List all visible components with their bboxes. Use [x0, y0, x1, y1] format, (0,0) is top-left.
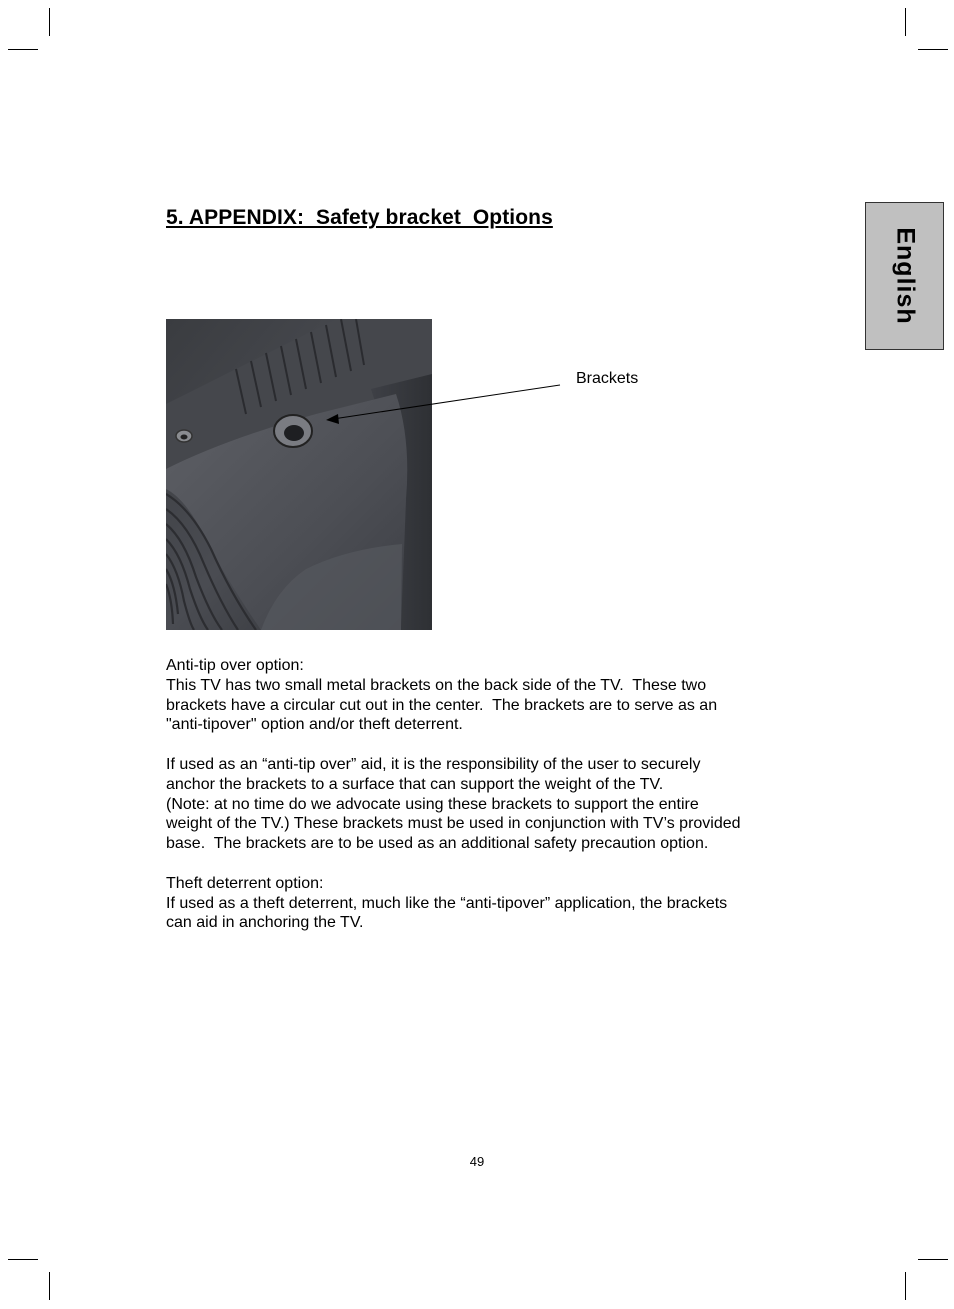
- text-line: Theft deterrent option:: [166, 874, 324, 892]
- callout-label: Brackets: [576, 370, 639, 387]
- text-line: brackets have a circular cut out in the center. The brackets are to serve as an: [166, 696, 718, 714]
- crop-mark: [49, 8, 50, 36]
- text-line: This TV has two small metal brackets on the back side of the TV. These two: [166, 676, 707, 694]
- text-line: base. The brackets are to be used as an additional safety precaution option.: [166, 835, 709, 853]
- crop-mark: [918, 1259, 948, 1260]
- paragraph: [166, 755, 806, 854]
- paragraph: [166, 656, 806, 735]
- text-line: anchor the brackets to a surface that can support the weight of the TV.: [166, 775, 664, 793]
- paragraph: [166, 874, 806, 933]
- tv-bracket-photo: [166, 319, 432, 630]
- crop-mark: [8, 1259, 38, 1260]
- crop-mark: [918, 49, 948, 50]
- text-line: If used as a theft deterrent, much like the “anti-tipover” application, the brackets: [166, 894, 728, 912]
- text-line: If used as an “anti-tip over” aid, it is the responsibility of the user to securely: [166, 755, 701, 773]
- text-line: weight of the TV.) These brackets must be used in conjunction with TV’s provided: [166, 815, 741, 833]
- text-line: can aid in anchoring the TV.: [166, 914, 364, 932]
- crop-mark: [905, 8, 906, 36]
- crop-mark: [49, 1272, 50, 1300]
- text-line: "anti-tipover" option and/or theft deterrent.: [166, 716, 463, 734]
- page-number: 49: [469, 1154, 485, 1169]
- text-line: (Note: at no time do we advocate using these brackets to support the entire: [166, 795, 699, 813]
- language-tab-label: English: [891, 227, 919, 325]
- section-title: 5. APPENDIX: Safety bracket Options: [166, 206, 553, 229]
- crop-mark: [905, 1272, 906, 1300]
- crop-mark: [8, 49, 38, 50]
- body-text: [166, 656, 806, 953]
- language-tab: [865, 202, 944, 350]
- text-line: Anti-tip over option:: [166, 657, 304, 674]
